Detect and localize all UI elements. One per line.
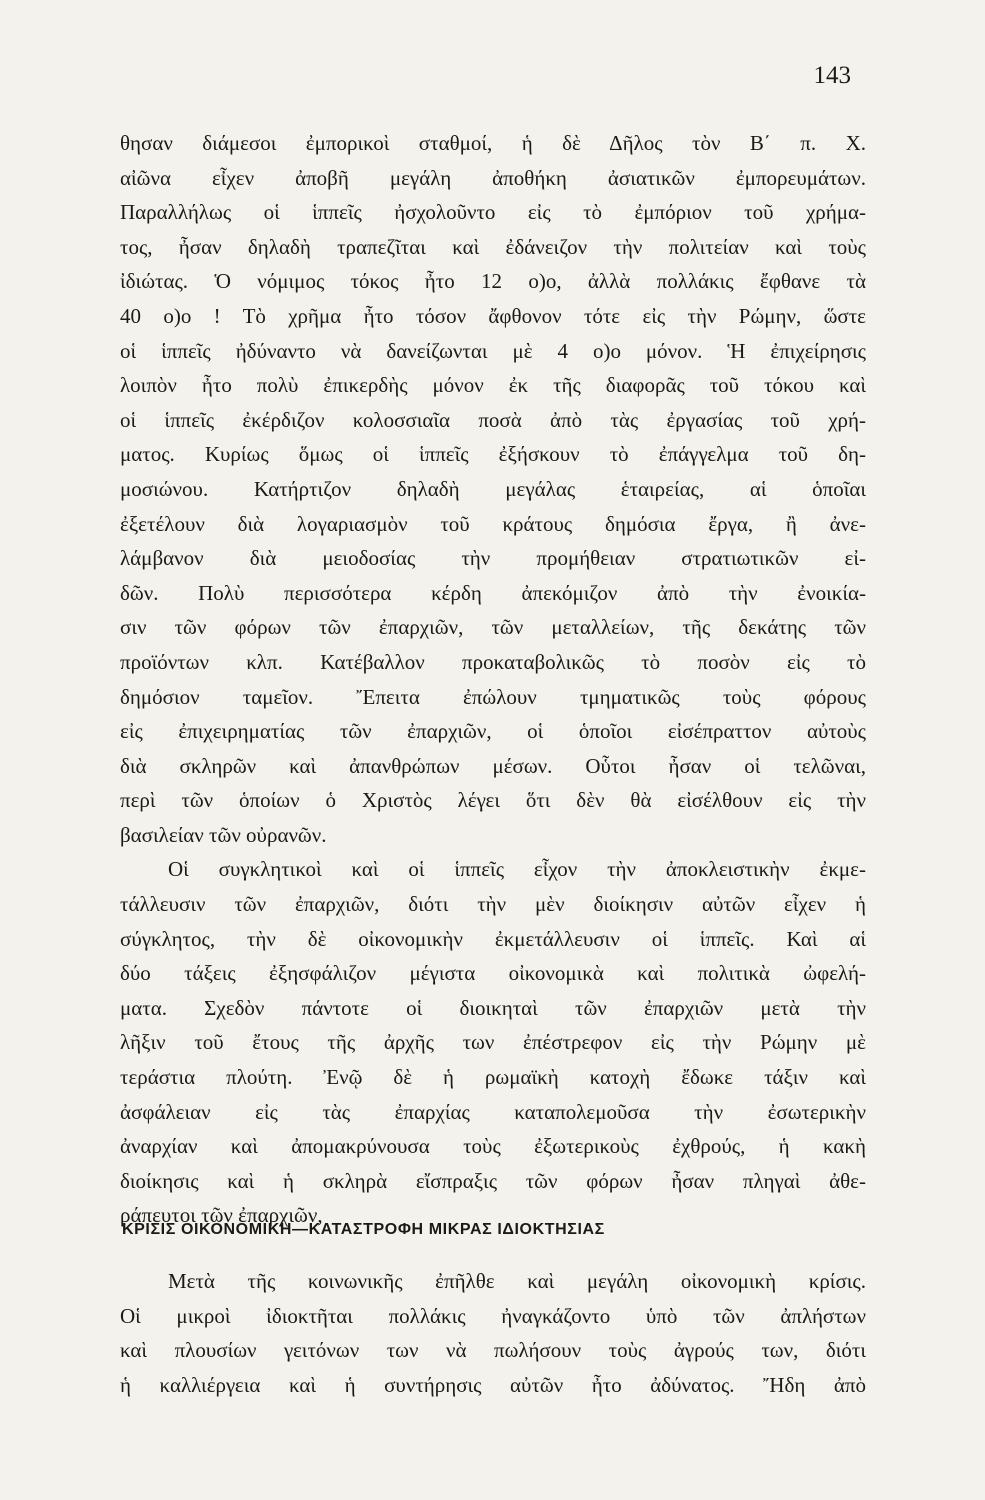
text-line: καὶ πλουσίων γειτόνων των νὰ πωλήσουν τοὺς ἀγρούς των, διότι bbox=[120, 1338, 866, 1363]
text-line: σύγκλητος, τὴν δὲ οἰκονομικὴν ἐκμετάλλευσιν οἱ ἱππεῖς. Καὶ αἱ bbox=[120, 926, 866, 951]
text-line: σιν τῶν φόρων τῶν ἐπαρχιῶν, τῶν μεταλλείων, τῆς δεκάτης τῶν bbox=[120, 615, 866, 640]
text-line: διοίκησις καὶ ἡ σκληρὰ εἴσπραξις τῶν φόρων ἦσαν πληγαὶ ἀθε- bbox=[120, 1168, 866, 1193]
text-line: ματα. Σχεδὸν πάντοτε οἱ διοικηταὶ τῶν ἐπαρχιῶν μετὰ τὴν bbox=[120, 995, 866, 1020]
text-line: τάλλευσιν τῶν ἐπαρχιῶν, διότι τὴν μὲν διοίκησιν αὐτῶν εἶχεν ἡ bbox=[120, 892, 866, 917]
section-heading: ΚΡΙΣΙΣ ΟΙΚΟΝΟΜΙΚΗ—ΚΑΤΑΣΤΡΟΦΗ ΜΙΚΡΑΣ ΙΔΙΟΚΤΗΣΙΑΣ bbox=[122, 1221, 605, 1238]
text-line: διὰ σκληρῶν καὶ ἀπανθρώπων μέσων. Οὗτοι ἦσαν οἱ τελῶναι, bbox=[120, 753, 866, 778]
text-line: βασιλείαν τῶν οὐρανῶν. bbox=[120, 822, 327, 847]
body-text-section bbox=[120, 1264, 866, 1402]
text-line: θησαν διάμεσοι ἐμπορικοὶ σταθμοί, ἡ δὲ Δῆλος τὸν Β΄ π. Χ. bbox=[120, 131, 866, 155]
text-line: αἰῶνα εἶχεν ἀποβῆ μεγάλη ἀποθήκη ἀσιατικῶν ἐμπορευμάτων. bbox=[120, 165, 866, 190]
text-line: ἀσφάλειαν εἰς τὰς ἐπαρχίας καταπολεμοῦσα τὴν ἐσωτερικὴν bbox=[120, 1099, 866, 1124]
text-line: ἰδιώτας. Ὁ νόμιμος τόκος ἦτο 12 ο)ο, ἀλλὰ πολλάκις ἔφθανε τὰ bbox=[120, 269, 866, 294]
text-line: δῶν. Πολὺ περισσότερα κέρδη ἀπεκόμιζον ἀπὸ τὴν ἐνοικία- bbox=[120, 580, 866, 605]
text-line: περὶ τῶν ὁποίων ὁ Χριστὸς λέγει ὅτι δὲν θὰ εἰσέλθουν εἰς τὴν bbox=[120, 788, 866, 813]
text-line: δύο τάξεις ἐξησφάλιζον μέγιστα οἰκονομικὰ καὶ πολιτικὰ ὠφελή- bbox=[120, 961, 866, 986]
text-line: λῆξιν τοῦ ἔτους τῆς ἀρχῆς των ἐπέστρεφον εἰς τὴν Ρώμην μὲ bbox=[120, 1030, 866, 1055]
text-line: οἱ ἱππεῖς ἐκέρδιζον κολοσσιαῖα ποσὰ ἀπὸ τὰς ἐργασίας τοῦ χρή- bbox=[120, 407, 866, 432]
text-line: τος, ἦσαν δηλαδὴ τραπεζῖται καὶ ἐδάνειζον τὴν πολιτείαν καὶ τοὺς bbox=[120, 234, 866, 259]
text-line: ράπευτοι τῶν ἐπαρχιῶν, bbox=[120, 1203, 323, 1228]
text-line: Οἱ συγκλητικοὶ καὶ οἱ ἱππεῖς εἶχον τὴν ἀποκλειστικὴν ἐκμε- bbox=[168, 857, 866, 882]
text-line: οἱ ἱππεῖς ἠδύναντο νὰ δανείζωνται μὲ 4 ο)ο μόνον. Ἡ ἐπιχείρησις bbox=[120, 338, 866, 363]
text-line: ἡ καλλιέργεια καὶ ἡ συντήρησις αὐτῶν ἦτο ἀδύνατος. Ἤδη ἀπὸ bbox=[120, 1372, 866, 1397]
text-line: ἐξετέλουν διὰ λογαριασμὸν τοῦ κράτους δημόσια ἔργα, ἢ ἀνε- bbox=[120, 511, 866, 536]
body-text bbox=[120, 126, 866, 1233]
text-line: ματος. Κυρίως ὅμως οἱ ἱππεῖς ἐξήσκουν τὸ ἐπάγγελμα τοῦ δη- bbox=[120, 442, 866, 467]
text-line: εἰς ἐπιχειρηματίας τῶν ἐπαρχιῶν, οἱ ὁποῖοι εἰσέπραττον αὐτοὺς bbox=[120, 719, 866, 744]
text-line: Οἱ μικροὶ ἰδιοκτῆται πολλάκις ἠναγκάζοντο ὑπὸ τῶν ἀπλήστων bbox=[120, 1303, 866, 1328]
text-line: λοιπὸν ἦτο πολὺ ἐπικερδὴς μόνον ἐκ τῆς διαφορᾶς τοῦ τόκου καὶ bbox=[120, 373, 866, 398]
text-line: ἀναρχίαν καὶ ἀπομακρύνουσα τοὺς ἐξωτερικοὺς ἐχθρούς, ἡ κακὴ bbox=[120, 1134, 866, 1159]
text-line: μοσιώνου. Κατήρτιζον δηλαδὴ μεγάλας ἑταιρείας, αἱ ὁποῖαι bbox=[120, 476, 866, 501]
text-line: τεράστια πλούτη. Ἐνῷ δὲ ἡ ρωμαϊκὴ κατοχὴ ἔδωκε τάξιν καὶ bbox=[120, 1065, 866, 1090]
text-line: Παραλλήλως οἱ ἱππεῖς ἠσχολοῦντο εἰς τὸ ἐμπόριον τοῦ χρήμα- bbox=[120, 200, 866, 225]
text-line: λάμβανον διὰ μειοδοσίας τὴν προμήθειαν στρατιωτικῶν εἰ- bbox=[120, 546, 866, 571]
text-line: προϊόντων κλπ. Κατέβαλλον προκαταβολικῶς τὸ ποσὸν εἰς τὸ bbox=[120, 649, 866, 674]
text-line: δημόσιον ταμεῖον. Ἔπειτα ἐπώλουν τμηματικῶς τοὺς φόρους bbox=[120, 684, 866, 709]
page-number: 143 bbox=[813, 62, 851, 89]
text-line: 40 ο)ο ! Τὸ χρῆμα ἦτο τόσον ἄφθονον τότε εἰς τὴν Ρώμην, ὥστε bbox=[120, 303, 866, 328]
text-line: Μετὰ τῆς κοινωνικῆς ἐπῆλθε καὶ μεγάλη οἰκονομικὴ κρίσις. bbox=[168, 1269, 866, 1293]
